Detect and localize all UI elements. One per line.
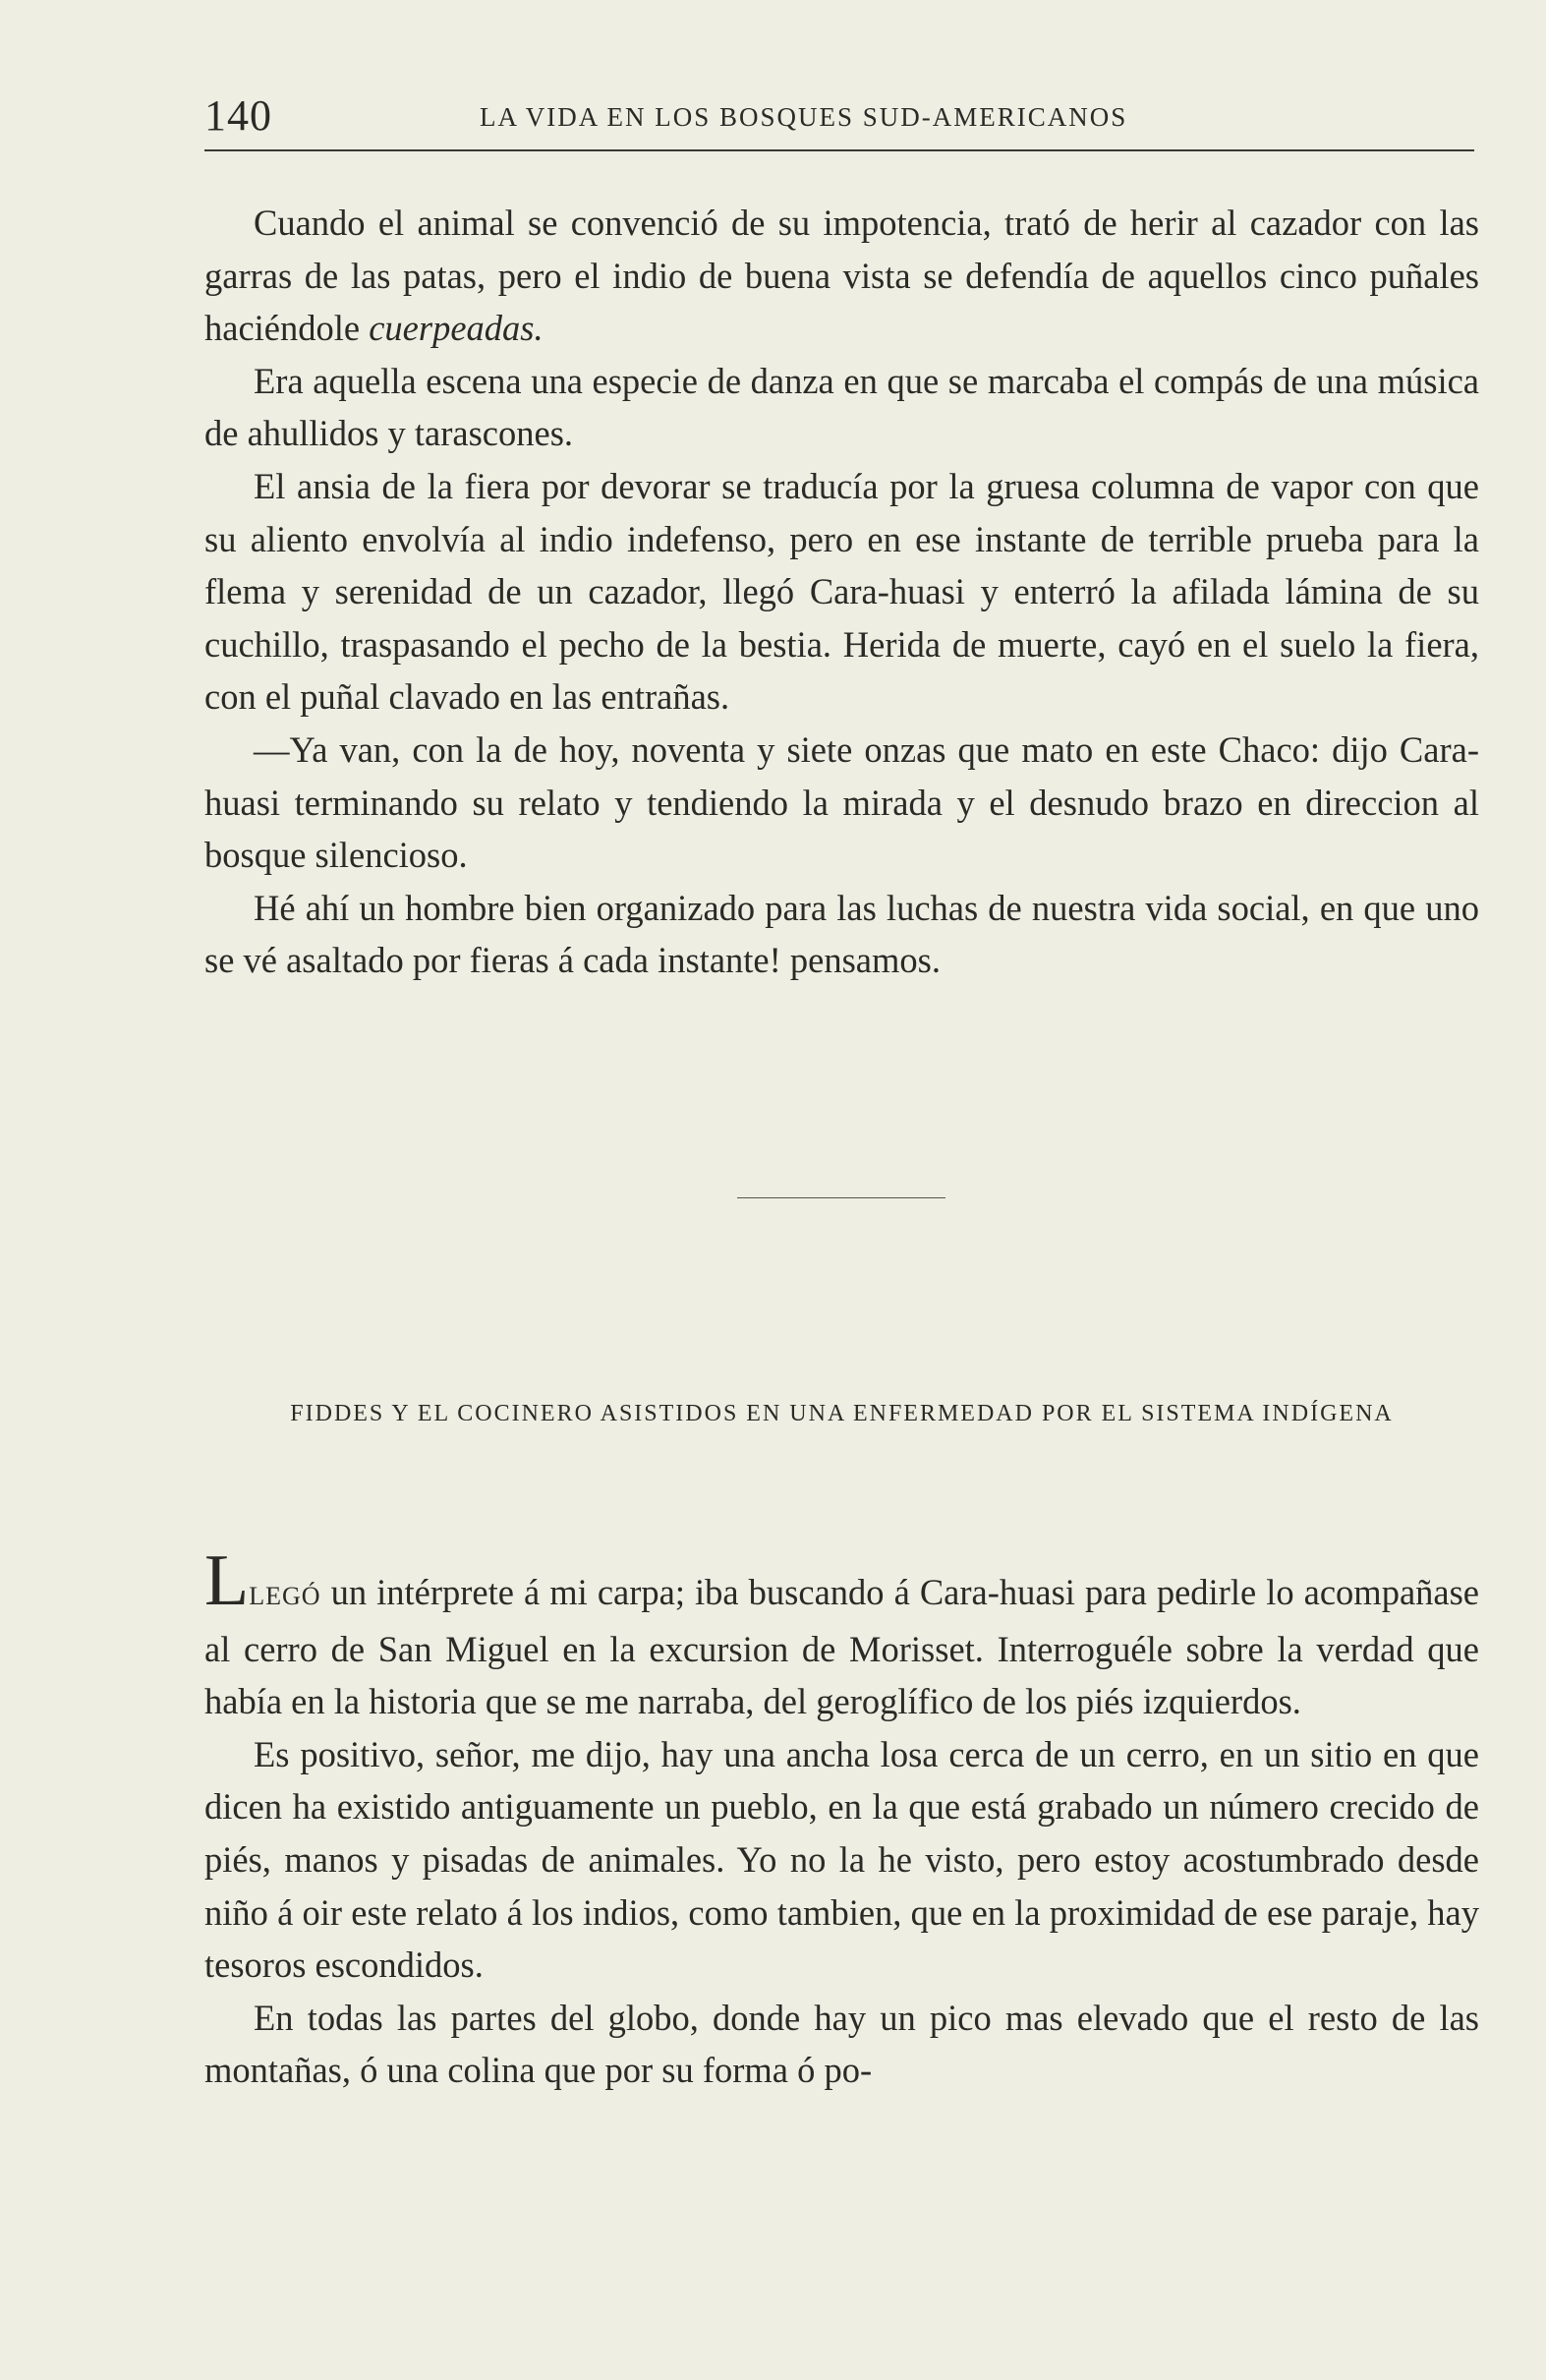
paragraph: El ansia de la fiera por devorar se traducía por la gruesa columna de vapor con que su aliento envolvía al indio indefenso, pero en ese instante de terrible prueba para la flema y serenidad de un cazador, llegó Cara-huasi y enterró la afilada lámina de su cuchillo, traspasando el pecho de la bestia. Herida de muerte, cayó en el suelo la fiera, con el puñal clavado en las entrañas. [204, 465, 1479, 718]
page-header [204, 90, 1474, 151]
paragraph: Era aquella escena una especie de danza en que se marcaba el compás de una música de ahullidos y tarascones. [204, 360, 1479, 454]
paragraph: Hé ahí un hombre bien organizado para las luchas de nuestra vida social, en que uno se vé asaltado por fieras á cada instante! pensamos. [204, 887, 1479, 981]
section-divider [737, 1197, 945, 1198]
story-section [204, 197, 1479, 987]
paragraph: Es positivo, señor, me dijo, hay una ancha losa cerca de un cerro, en un sitio en que dicen ha existido antiguamente un pueblo, en la que está grabado un número crecido de piés, manos y pisadas de animales. Yo no la he visto, pero estoy acostumbrado desde niño á oir este relato á los indios, como tambien, que en la proximidad de ese paraje, hay tesoros escondidos. [204, 1733, 1479, 1986]
paragraph: —Ya van, con la de hoy, noventa y siete onzas que mato en este Chaco: dijo Cara-huasi terminando su relato y tendiendo la mirada y el desnudo brazo en direccion al bosque silencioso. [204, 728, 1479, 876]
paragraph: En todas las partes del globo, donde hay un pico mas elevado que el resto de las montañas, ó una colina que por su forma ó po- [204, 1997, 1479, 2091]
drop-cap: L [204, 1540, 250, 1621]
chapter-section [204, 1540, 1479, 2097]
paragraph [204, 197, 1479, 355]
italic-word: cuerpeadas. [369, 308, 544, 349]
opening-paragraph [204, 1540, 1479, 1728]
small-caps-word: LEGÓ [249, 1582, 321, 1610]
running-title: LA VIDA EN LOS BOSQUES SUD-AMERICANOS [480, 102, 1128, 132]
paragraph-text: un intérprete á mi carpa; iba buscando á Cara-huasi para pedirle lo acompañase al cerro de San Miguel en la excursion de Morisset. Interroguéle sobre la verdad que había en la historia que se me narraba, del geroglífico de los piés izquierdos. [204, 1572, 1479, 1722]
paragraph-text: Cuando el animal se convenció de su impotencia, trató de herir al cazador con las garras de las patas, pero el indio de buena vista se defendía de aquellos cinco puñales haciéndole [204, 203, 1479, 349]
section-title: FIDDES Y EL COCINERO ASISTIDOS EN UNA ENFERMEDAD POR EL SISTEMA INDÍGENA [290, 1401, 1394, 1426]
page-number: 140 [204, 91, 272, 140]
